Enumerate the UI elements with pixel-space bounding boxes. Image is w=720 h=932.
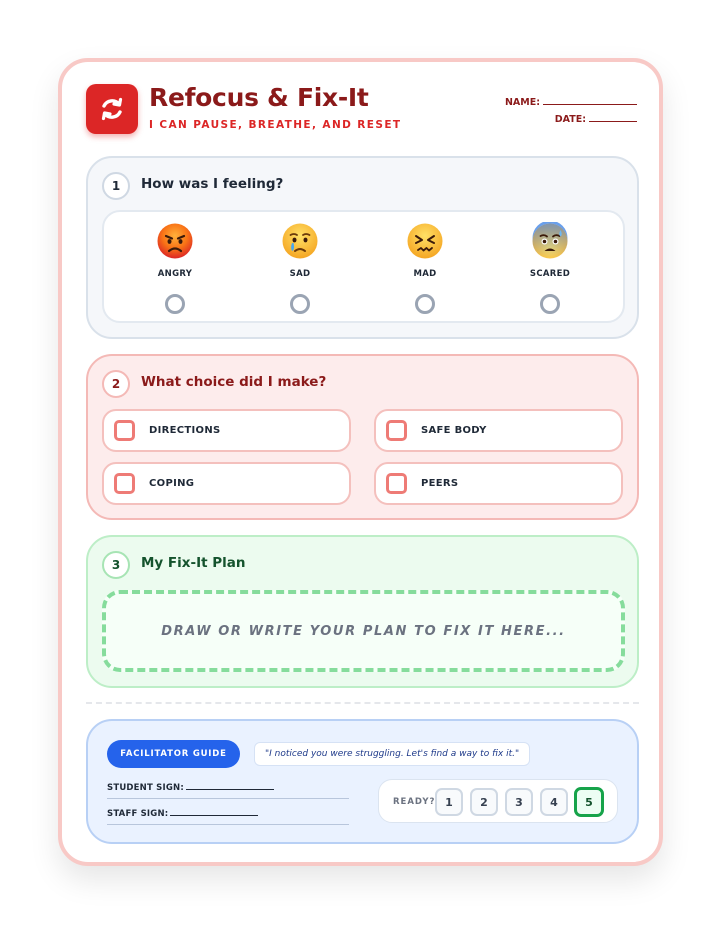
divider <box>86 702 639 704</box>
staff-sign-line[interactable] <box>170 808 258 816</box>
feeling-label: ANGRY <box>157 269 193 279</box>
ready-option-3[interactable]: 3 <box>505 788 533 816</box>
feeling-radio[interactable] <box>165 294 185 314</box>
date-label: DATE: <box>554 114 586 125</box>
crying-face-icon <box>281 222 319 260</box>
choice-checkbox[interactable] <box>114 473 135 494</box>
feelings-section <box>86 156 639 339</box>
choice-checkbox[interactable] <box>386 473 407 494</box>
choice-label: COPING <box>149 478 195 489</box>
facilitator-section <box>86 719 639 844</box>
section-title: How was I feeling? <box>141 176 284 192</box>
feeling-scared[interactable] <box>500 222 600 314</box>
staff-sign-field[interactable] <box>107 808 349 825</box>
staff-sign-label: STAFF SIGN: <box>107 809 169 819</box>
choice-label: DIRECTIONS <box>149 425 221 436</box>
choices-section <box>86 354 639 520</box>
refresh-icon <box>86 84 138 134</box>
feeling-label: SCARED <box>529 269 571 279</box>
choice-directions[interactable] <box>102 409 351 452</box>
choice-coping[interactable] <box>102 462 351 505</box>
date-line[interactable] <box>589 113 637 122</box>
choice-checkbox[interactable] <box>114 420 135 441</box>
choice-peers[interactable] <box>374 462 623 505</box>
choice-safe-body[interactable] <box>374 409 623 452</box>
feeling-radio[interactable] <box>540 294 560 314</box>
ready-option-2[interactable]: 2 <box>470 788 498 816</box>
facilitator-guide-button[interactable]: FACILITATOR GUIDE <box>107 740 240 768</box>
ready-scale <box>378 779 618 823</box>
name-field[interactable] <box>505 96 637 108</box>
choice-label: SAFE BODY <box>421 425 487 436</box>
section-number: 3 <box>102 551 130 579</box>
confounded-face-icon <box>406 222 444 260</box>
choice-checkbox[interactable] <box>386 420 407 441</box>
page-title: Refocus & Fix-It <box>149 83 369 112</box>
feeling-mad[interactable] <box>375 222 475 314</box>
section-title: What choice did I make? <box>141 374 327 390</box>
feelings-options <box>102 210 625 323</box>
plan-section <box>86 535 639 688</box>
angry-face-icon <box>156 222 194 260</box>
ready-label: READY? <box>393 797 436 807</box>
name-line[interactable] <box>543 96 637 105</box>
feeling-label: MAD <box>413 269 437 279</box>
plan-drawing-area[interactable] <box>102 590 625 672</box>
section-title: My Fix-It Plan <box>141 555 246 571</box>
page-subtitle: I CAN PAUSE, BREATHE, AND RESET <box>149 119 402 131</box>
feeling-angry[interactable] <box>125 222 225 314</box>
feeling-radio[interactable] <box>290 294 310 314</box>
anxious-sweat-face-icon <box>531 222 569 260</box>
section-number: 2 <box>102 370 130 398</box>
feeling-sad[interactable] <box>250 222 350 314</box>
feeling-radio[interactable] <box>415 294 435 314</box>
name-label: NAME: <box>504 97 540 108</box>
student-sign-label: STUDENT SIGN: <box>107 783 184 793</box>
student-sign-field[interactable] <box>107 782 349 799</box>
worksheet <box>58 58 663 866</box>
ready-option-4[interactable]: 4 <box>540 788 568 816</box>
section-number: 1 <box>102 172 130 200</box>
choice-label: PEERS <box>421 478 459 489</box>
facilitator-quote: "I noticed you were struggling. Let's find a way to fix it." <box>254 742 530 766</box>
ready-option-5[interactable]: 5 <box>574 787 604 817</box>
ready-option-1[interactable]: 1 <box>435 788 463 816</box>
feeling-label: SAD <box>289 269 311 279</box>
date-field[interactable] <box>555 113 637 125</box>
student-sign-line[interactable] <box>186 782 274 790</box>
plan-placeholder: DRAW OR WRITE YOUR PLAN TO FIX IT HERE... <box>161 623 566 639</box>
